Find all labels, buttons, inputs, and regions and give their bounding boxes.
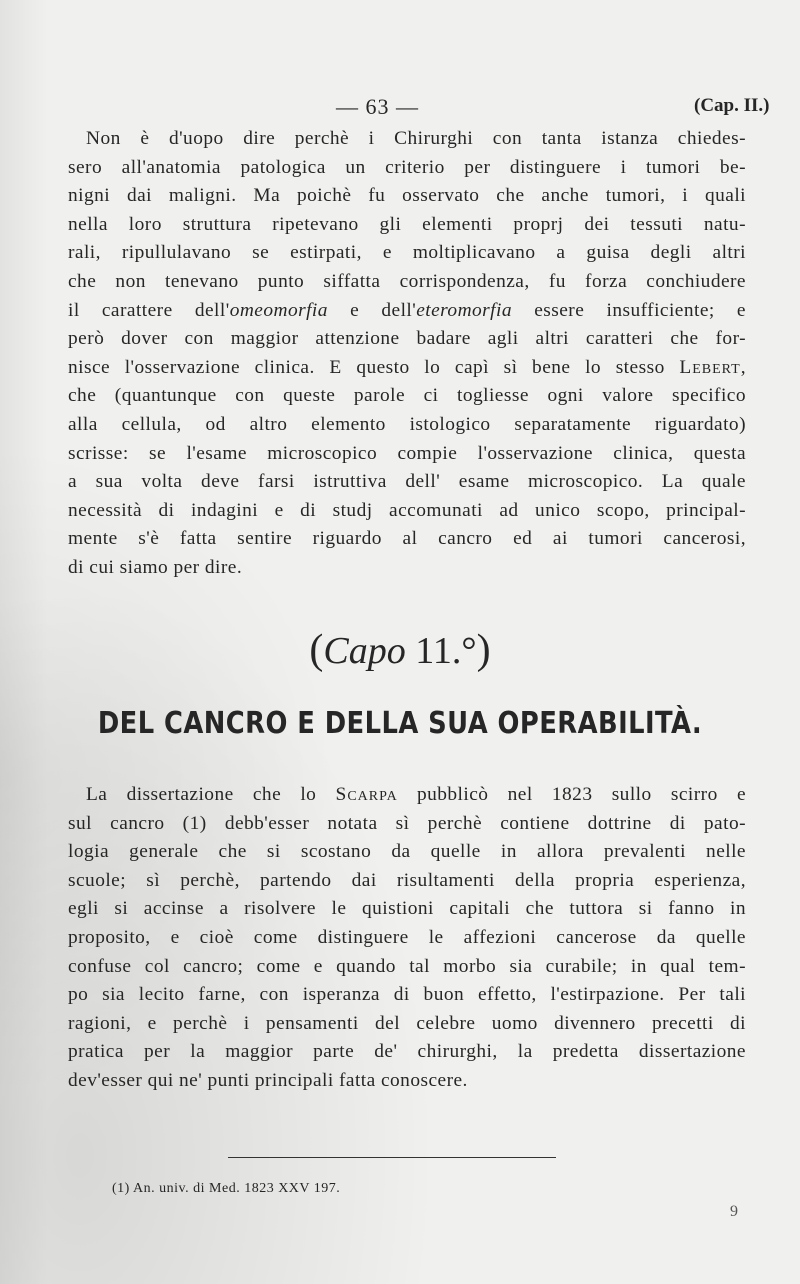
- close-paren: ): [476, 627, 491, 673]
- page-number: — 63 —: [336, 94, 419, 119]
- text-run: essere insufficiente; e: [512, 299, 746, 321]
- text-run: La dissertazione che lo: [86, 784, 336, 805]
- text-line: [68, 781, 746, 810]
- chapter-word: Capo: [323, 630, 406, 672]
- text-line: sul cancro (1) debb'esser notata sì perchè contiene dottrine di pato-: [68, 812, 746, 834]
- text-line: ragioni, e perchè i pensamenti del celebre uomo divennero precetti di: [68, 1012, 746, 1034]
- text-line: rali, ripullulavano se estirpati, e moltiplicavano a guisa degli altri: [68, 242, 746, 264]
- italic-term-eteromorfia: eteromorfia: [416, 299, 512, 321]
- text-line: necessità di indagini e di studj accomunati ad unico scopo, principal-: [68, 499, 746, 521]
- text-line: mente s'è fatta sentire riguardo al cancro ed ai tumori cancerosi,: [68, 528, 746, 550]
- text-line: nigni dai maligni. Ma poichè fu osservato che anche tumori, i quali: [68, 185, 746, 207]
- text-line: sero all'anatomia patologica un criterio per distinguere i tumori be-: [68, 156, 746, 178]
- author-name-lebert: Lebert: [679, 356, 741, 378]
- text-run: ,: [740, 356, 746, 378]
- footnote-divider: [228, 1157, 556, 1158]
- text-line: alla cellula, od altro elemento istologico separatamente riguardato): [68, 413, 746, 435]
- text-line: che (quantunque con queste parole ci togliesse ogni valore specifico: [68, 385, 746, 407]
- text-line: [68, 354, 746, 383]
- paragraph-1: [68, 125, 746, 583]
- italic-term-omeomorfia: omeomorfia: [229, 299, 328, 321]
- text-line: proposito, e cioè come distinguere le affezioni cancerose da quelle: [68, 926, 746, 948]
- chapter-number: 11.°: [415, 630, 477, 672]
- signature-mark: 9: [730, 1203, 738, 1220]
- text-line: logia generale che si scostano da quelle in allora prevalenti nelle: [68, 841, 746, 863]
- text-line: nella loro struttura ripetevano gli elementi proprj dei tessuti natu-: [68, 213, 746, 235]
- chapter-reference: (Cap. II.): [694, 95, 770, 116]
- text-line: però dover con maggior attenzione badare agli altri caratteri che for-: [68, 328, 746, 350]
- text-line: po sia lecito farne, con isperanza di buon effetto, l'estirpazione. Per tali: [68, 984, 746, 1006]
- text-line: scuole; sì perchè, partendo dai risultamenti della propria esperienza,: [68, 869, 746, 891]
- chapter-heading: [0, 626, 800, 674]
- text-run: e dell': [327, 299, 417, 321]
- open-paren: (: [309, 627, 324, 673]
- text-line: scrisse: se l'esame microscopico compie l'osservazione clinica, questa: [68, 442, 746, 464]
- text-run: il carattere dell': [68, 299, 230, 321]
- text-line: dev'esser qui ne' punti principali fatta conoscere.: [68, 1069, 468, 1091]
- text-run: pubblicò nel 1823 sullo scirro e: [397, 784, 746, 805]
- text-line: a sua volta deve farsi istruttiva dell' esame microscopico. La quale: [68, 471, 746, 493]
- text-line: Non è d'uopo dire perchè i Chirurghi con tanta istanza chiedes-: [86, 128, 746, 149]
- author-name-scarpa: Scarpa: [335, 784, 398, 805]
- text-line: pratica per la maggior parte de' chirurghi, la predetta dissertazione: [68, 1041, 746, 1063]
- text-line: di cui siamo per dire.: [68, 556, 243, 578]
- page-header: [0, 94, 800, 124]
- footnote: (1) An. univ. di Med. 1823 XXV 197.: [112, 1181, 341, 1196]
- text-line: confuse col cancro; come e quando tal morbo sia curabile; in qual tem-: [68, 955, 746, 977]
- text-run: nisce l'osservazione clinica. E questo lo capì sì bene lo stesso: [68, 356, 680, 378]
- text-line: [68, 297, 746, 326]
- section-title: DEL CANCRO E DELLA SUA OPERABILITÀ.: [97, 706, 703, 741]
- paragraph-2: [68, 781, 746, 1096]
- text-line: egli si accinse a risolvere le quistioni capitali che tuttora si fanno in: [68, 898, 746, 920]
- text-line: che non tenevano punto siffatta corrispondenza, fu forza conchiudere: [68, 270, 746, 292]
